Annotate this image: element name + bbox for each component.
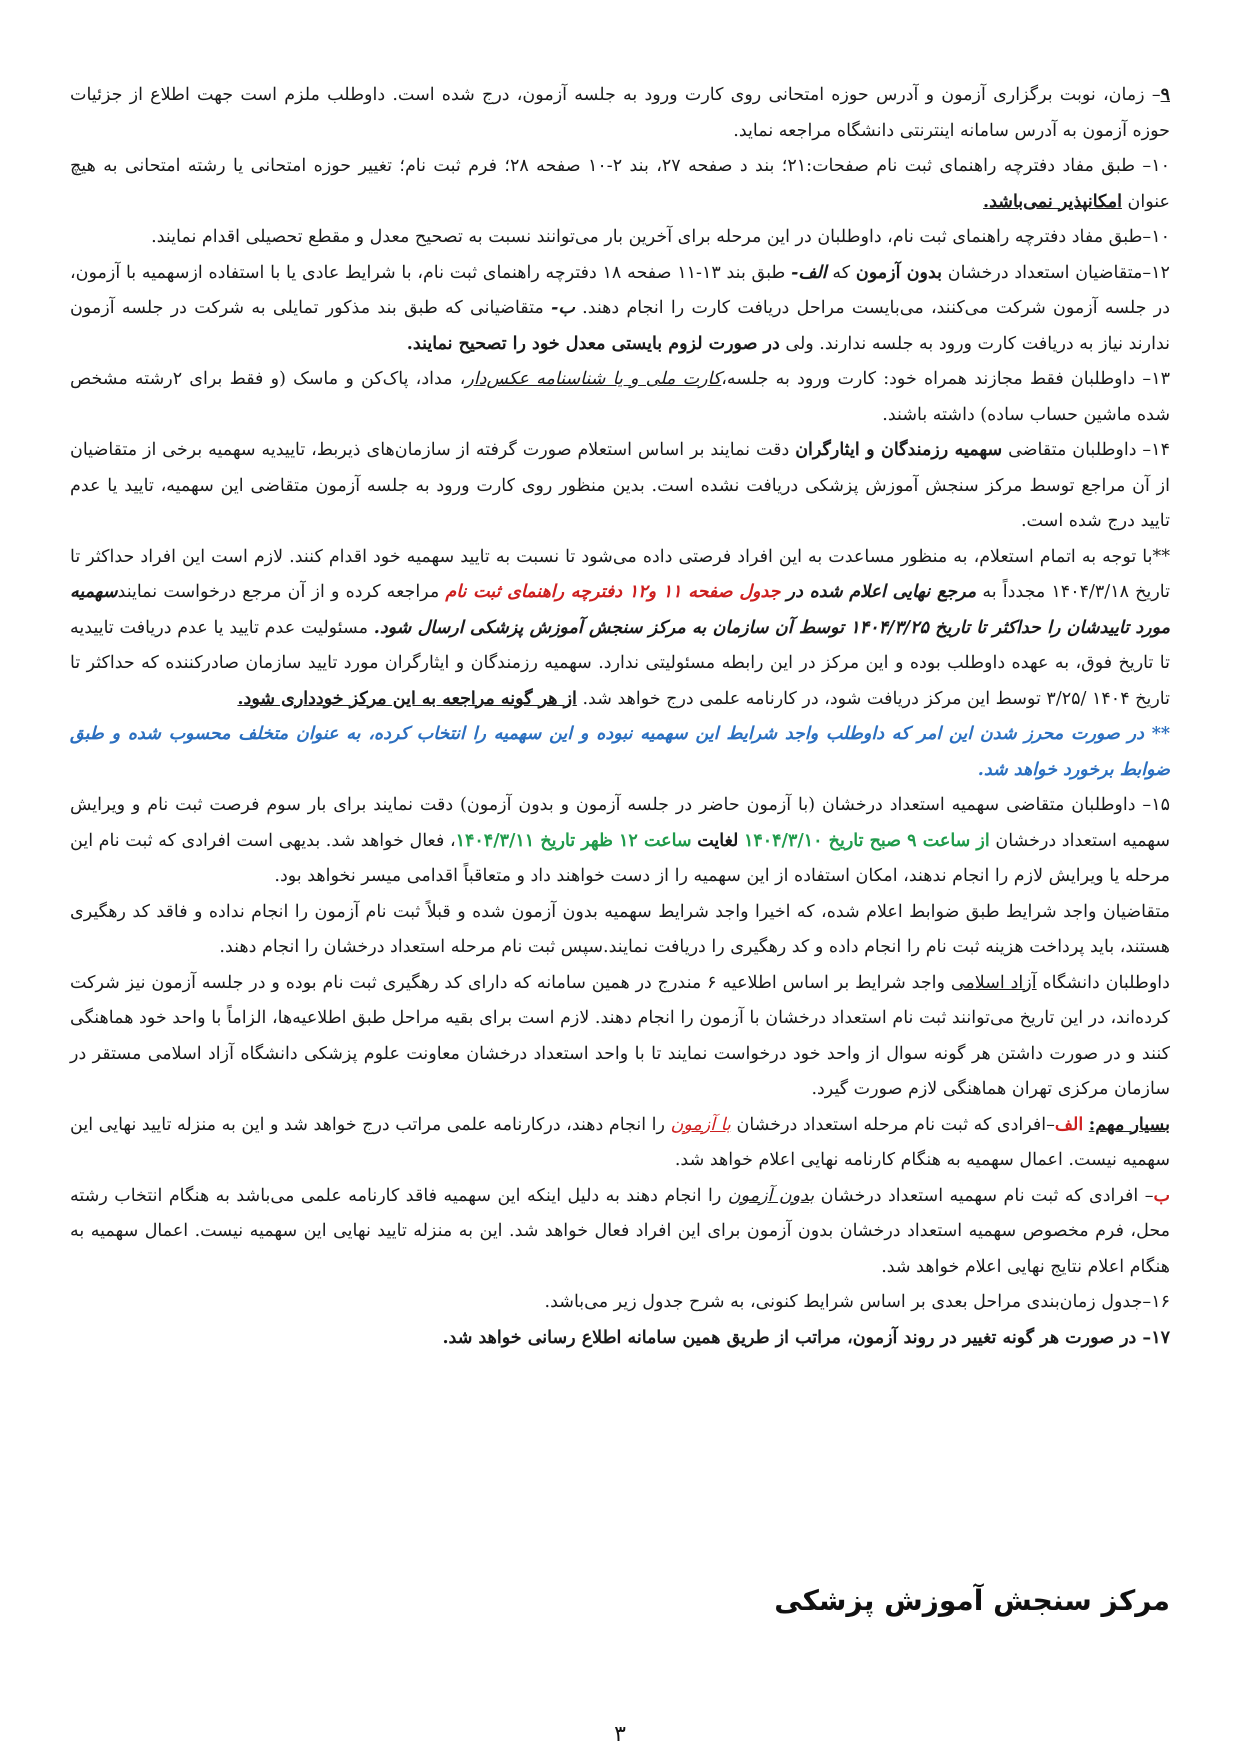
page-number: ۳ bbox=[614, 1722, 626, 1747]
item-12-be-label: ب- bbox=[551, 298, 575, 318]
item-15-text-e: ، فعال خواهد شد. بدیهی است افرادی که ثبت نام این مرحله یا ویرایش لازم را انجام ندهند، امکان استفاده از این سهمیه را از دست خواهند داد و متعاقباً اقدامی میسر نخواهد بود. bbox=[70, 830, 1170, 886]
applicants-paragraph bbox=[70, 895, 1170, 966]
item-17-text: ۱۷– در صورت هر گونه تغییر در روند آزمون، مراتب از طریق همین سامانه اطلاع رسانی خواهد شد. bbox=[442, 1327, 1170, 1348]
item-10-a-emphasis: امکانپذیر نمی‌باشد. bbox=[983, 191, 1122, 212]
important-with-exam: با آزمون bbox=[670, 1114, 731, 1135]
item-12-emphasis: در صورت لزوم بایستی معدل خود را تصحیح نمایند. bbox=[406, 333, 780, 354]
note-1-text-d: مراجعه کرده و از آن مرجع درخواست نمایند bbox=[117, 582, 440, 602]
important-alef-text-3: را انجام دهند، درکارنامه علمی مراتب درج خواهد شد و این به منزله تایید نهایی این سهمیه نیست. اعمال سهمیه به هنگام کارنامه نهایی اعلام خواهد شد. bbox=[70, 1114, 1170, 1170]
document-body bbox=[70, 78, 1170, 1356]
item-16 bbox=[70, 1285, 1170, 1321]
item-10-b bbox=[70, 220, 1170, 256]
item-15 bbox=[70, 788, 1170, 895]
item-13-text-a: ۱۳– داوطلبان فقط مجازند همراه خود: کارت ورود به جلسه، bbox=[721, 369, 1170, 389]
important-label: بسیار مهم: bbox=[1088, 1114, 1170, 1135]
applicants-text: متقاضیان واجد شرایط طبق ضوابط اعلام شده، که اخیرا واجد شرایط سهمیه بدون آزمون شده و قبلاً ثبت نام آزمون را انجام نداده و فاقد کد رهگیری هستند، باید پرداخت هزینه ثبت نام را انجام داده و کد رهگیری را دریافت نمایند.سپس ثبت نام مرحله استعداد درخشان را انجام دهند. bbox=[70, 901, 1170, 957]
item-12-text-g: متقاضیانی که طبق بند مذکور تمایلی به شرکت در جلسه آزمون ندارند نیاز به دریافت کارت ورود به جلسه ندارند. ولی bbox=[70, 298, 1170, 354]
important-without-exam: بدون آزمون bbox=[727, 1185, 815, 1206]
item-15-until: لغایت bbox=[697, 830, 739, 851]
important-alef bbox=[70, 1108, 1170, 1179]
note-1-deadline: سهمیه مورد تاییدشان را حداکثر تا تاریخ ۱۴۰۴/۳/۲۵ توسط آن سازمان به مرکز سنجش آموزش پزشکی ارسال شود. bbox=[70, 582, 1170, 638]
item-14-quota: سهمیه رزمندگان و ایثارگران bbox=[795, 440, 1003, 460]
item-9-number: ۹ bbox=[1160, 85, 1170, 105]
important-be-text-3: را انجام دهند به دلیل اینکه این سهمیه فاقد کارنامه علمی می‌باشد به هنگام انتخاب رشته محل، فرم مخصوص سهمیه استعداد درخشان بدون آزمون برای این افراد فعال خواهد شد. این به منزله تایید نهایی این سهمیه نیست. اعمال سهمیه به هنگام اعلام نتایج نهایی اعلام خواهد شد. bbox=[70, 1185, 1170, 1277]
note-1-final-authority: مرجع نهایی اعلام شده در bbox=[786, 582, 977, 602]
note-2-text: ** در صورت محرز شدن این امر که داوطلب واجد شرایط این سهمیه نبوده و این سهمیه را انتخاب کرده، به عنوان متخلف محسوب شده و طبق ضوابط برخورد خواهد شد. bbox=[70, 724, 1170, 780]
item-14 bbox=[70, 433, 1170, 540]
important-be-text-1: – افرادی که ثبت نام سهمیه استعداد درخشان bbox=[820, 1185, 1154, 1206]
item-14-text-c: دقت نمایند بر اساس استعلام صورت گرفته از سازمان‌های ذیربط، تاییدیه سهمیه برخی از متقاضیان از آن مراجع توسط مرکز سنجش آموزش پزشکی دریافت نشده است. بدین منظور روی کارت ورود به جلسه آزمون متقاضی این سهمیه، تایید یا عدم تایید درج شده است. bbox=[70, 440, 1170, 531]
azad-text-a: داوطلبان دانشگاه bbox=[1042, 972, 1170, 993]
note-1-text-a: **با توجه به اتمام استعلام، به منظور مساعدت به این افراد فرصتی داده می‌شود تا نسبت به تایید سهمیه خود اقدام کنند. لازم است این افراد حداکثر تا تاریخ ۱۴۰۴/۳/۱۸ مجدداً به bbox=[70, 546, 1170, 602]
item-12 bbox=[70, 256, 1170, 363]
organization-heading: مرکز سنجش آموزش پزشکی bbox=[774, 1584, 1170, 1617]
azad-text-c: واجد شرایط بر اساس اطلاعیه ۶ مندرج در همین سامانه که دارای کد رهگیری ثبت نام بوده و در جلسه آزمون نیز شرکت کرده‌اند، در این تاریخ می‌توانند ثبت نام استعداد درخشان با آزمون را انجام دهند. لازم است برای بقیه مراحل طبق اطلاعیه‌ها، الزاماً با واحد خود هماهنگی کنند و در صورت داشتن هر گونه سوال از واحد خود درخواست نمایند تا با واحد استعداد درخشان معاونت علوم پزشکی دانشگاه آزاد اسلامی مستقر در سازمان مرکزی تهران هماهنگی لازم صورت گیرد. bbox=[70, 972, 1170, 1099]
item-12-text-a: ۱۲–متقاضیان استعداد درخشان bbox=[947, 262, 1170, 283]
item-15-start-time: از ساعت ۹ صبح تاریخ ۱۴۰۴/۳/۱۰ bbox=[743, 830, 990, 851]
item-13 bbox=[70, 362, 1170, 433]
important-be bbox=[70, 1179, 1170, 1286]
item-10-a-text: ۱۰– طبق مفاد دفترچه راهنمای ثبت نام صفحات:۲۱؛ بند د صفحه ۲۷، بند ۲-۱۰ صفحه ۲۸؛ فرم ثبت نام؛ تغییر حوزه امتحانی یا رشته امتحانی به هیچ عنوان bbox=[70, 156, 1170, 212]
item-15-end-time: ساعت ۱۲ ظهر تاریخ ۱۴۰۴/۳/۱۱ bbox=[455, 830, 692, 851]
item-12-text-c: که bbox=[832, 262, 851, 283]
important-alef-text-1: –افرادی که ثبت نام مرحله استعداد درخشان bbox=[736, 1114, 1055, 1135]
note-1-warning: از هر گونه مراجعه به این مرکز خودداری شود. bbox=[237, 688, 577, 709]
note-1-table-reference: جدول صفحه ۱۱ و۱۲ دفترچه راهنمای ثبت نام bbox=[445, 582, 781, 602]
item-12-text-e: طبق بند ۱۳-۱۱ صفحه ۱۸ دفترچه راهنمای ثبت نام، با شرایط عادی یا با استفاده ازسهمیه با آزمون، در جلسه آزمون شرکت می‌کنند، می‌بایست مراحل دریافت کارت را انجام دهند. bbox=[70, 262, 1170, 318]
item-12-alef-label: الف- bbox=[791, 262, 827, 283]
azad-university-name: آزاد اسلامی bbox=[950, 972, 1037, 993]
item-17 bbox=[70, 1321, 1170, 1357]
important-be-label: ب bbox=[1153, 1185, 1170, 1206]
item-10-a bbox=[70, 149, 1170, 220]
item-13-text-c: ، مداد، پاک‌کن و ماسک (و فقط برای ۲رشته مشخص شده ماشین حساب ساده) داشته باشند. bbox=[70, 369, 1170, 425]
important-alef-label: الف bbox=[1054, 1114, 1084, 1135]
note-2 bbox=[70, 717, 1170, 788]
item-16-text: ۱۶–جدول زمان‌بندی مراحل بعدی بر اساس شرایط کنونی، به شرح جدول زیر می‌باشد. bbox=[544, 1292, 1170, 1312]
item-9-text: – زمان، نوبت برگزاری آزمون و آدرس حوزه امتحانی روی کارت ورود به جلسه آزمون، درج شده است. داوطلب ملزم است جهت اطلاع از جزئیات حوزه آزمون به آدرس سامانه اینترنتی دانشگاه مراجعه نماید. bbox=[70, 85, 1170, 141]
item-12-no-exam: بدون آزمون bbox=[855, 262, 943, 283]
item-14-text-a: ۱۴– داوطلبان متقاضی bbox=[1008, 440, 1170, 460]
item-10-b-text: ۱۰–طبق مفاد دفترچه راهنمای ثبت نام، داوطلبان در این مرحله برای آخرین بار می‌توانند نسبت به تصحیح معدل و مقطع تحصیلی اقدام نمایند. bbox=[151, 227, 1170, 247]
item-15-text-a: ۱۵– داوطلبان متقاضی سهمیه استعداد درخشان (با آزمون حاضر در جلسه آزمون و بدون آزمون) دقت نمایند برای بار سوم فرصت ثبت نام و ویرایش سهمیه استعداد درخشان bbox=[70, 795, 1170, 851]
azad-paragraph bbox=[70, 966, 1170, 1108]
note-1 bbox=[70, 540, 1170, 718]
item-9 bbox=[70, 78, 1170, 149]
note-1-text-f: مسئولیت عدم تایید یا عدم دریافت تاییدیه تا تاریخ فوق، به عهده داوطلب بوده و این مرکز در این رابطه مسئولیتی ندارد. سهمیه رزمندگان و ایثارگران مورد تایید سازمان صادرکننده که حداکثر تا تاریخ ۱۴۰۴ /۳/۲۵ توسط این مرکز دریافت شود، در کارنامه علمی درج خواهد شد. bbox=[70, 617, 1170, 709]
item-13-id-card: کارت ملی و یا شناسنامه عکس‌دار bbox=[465, 369, 722, 389]
